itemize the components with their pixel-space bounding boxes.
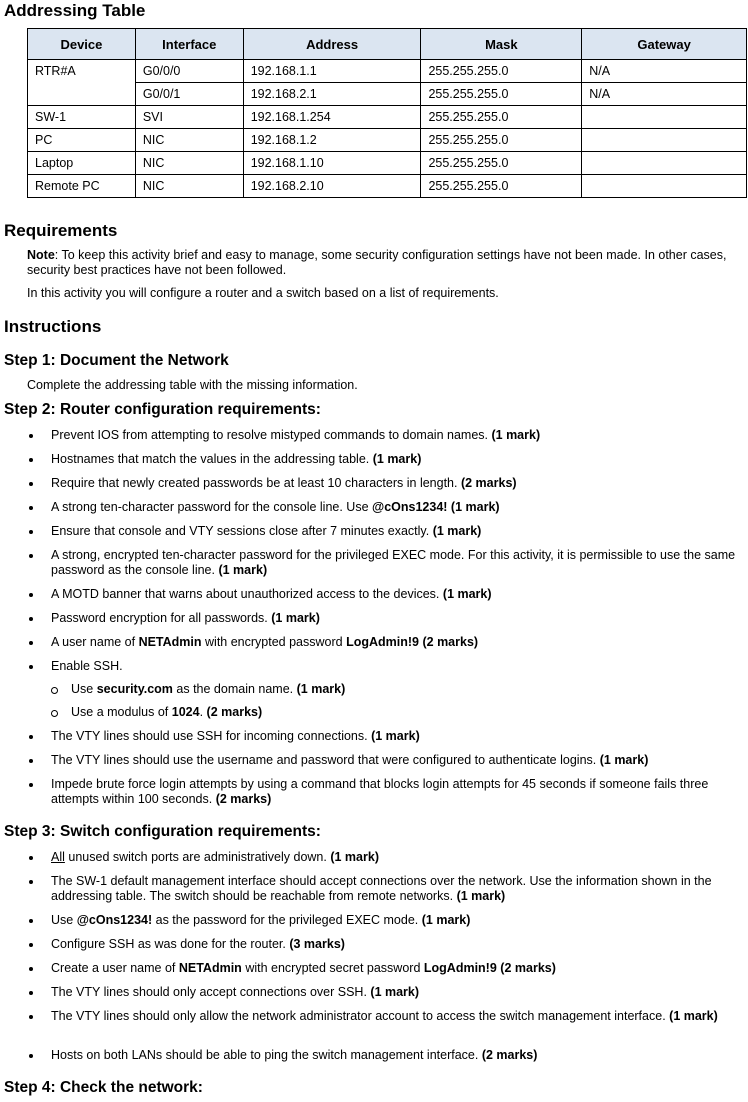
step1-text: Complete the addressing table with the missing information. bbox=[27, 378, 358, 392]
bullet-icon bbox=[29, 850, 37, 865]
addressing-table-heading: Addressing Table bbox=[4, 1, 146, 20]
col-header-gateway: Gateway bbox=[582, 29, 747, 60]
table-row bbox=[28, 152, 747, 175]
note-text: : To keep this activity brief and easy to manage, some security configuration settings have not been made. In other cases, security best practices have not been followed. bbox=[27, 248, 727, 277]
table-cell: G0/0/1 bbox=[135, 83, 243, 106]
bullet-icon bbox=[29, 937, 37, 952]
table-cell: NIC bbox=[135, 129, 243, 152]
circle-bullet-icon bbox=[51, 710, 58, 717]
table-cell bbox=[582, 106, 747, 129]
table-cell: 192.168.1.2 bbox=[243, 129, 421, 152]
note-label: Note bbox=[27, 248, 55, 262]
step1-heading: Step 1: Document the Network bbox=[4, 352, 229, 369]
requirements-intro: In this activity you will configure a router and a switch based on a list of requirements. bbox=[27, 286, 499, 300]
table-cell bbox=[582, 152, 747, 175]
table-cell bbox=[28, 83, 136, 106]
col-header-interface: Interface bbox=[135, 29, 243, 60]
bullet-icon bbox=[29, 1048, 37, 1063]
table-cell: SVI bbox=[135, 106, 243, 129]
step2-heading: Step 2: Router configuration requirements: bbox=[4, 401, 321, 418]
bullet-icon bbox=[29, 428, 37, 443]
table-row bbox=[28, 129, 747, 152]
bullet-icon bbox=[29, 985, 37, 1000]
bullet-icon bbox=[29, 753, 37, 768]
table-cell: 192.168.1.254 bbox=[243, 106, 421, 129]
table-cell: G0/0/0 bbox=[135, 60, 243, 83]
table-cell: 192.168.2.1 bbox=[243, 83, 421, 106]
bullet-icon bbox=[29, 500, 37, 515]
step4-heading: Step 4: Check the network: bbox=[4, 1079, 203, 1096]
table-cell: NIC bbox=[135, 152, 243, 175]
table-cell: 255.255.255.0 bbox=[421, 106, 582, 129]
bullet-icon bbox=[29, 635, 37, 650]
col-header-device: Device bbox=[28, 29, 136, 60]
bullet-icon bbox=[29, 961, 37, 976]
requirements-heading: Requirements bbox=[4, 221, 118, 240]
bullet-icon bbox=[29, 1009, 37, 1024]
step3-heading: Step 3: Switch configuration requirements: bbox=[4, 823, 321, 840]
table-cell: 255.255.255.0 bbox=[421, 152, 582, 175]
instructions-heading: Instructions bbox=[4, 317, 102, 336]
bullet-icon bbox=[29, 452, 37, 467]
bullet-icon bbox=[29, 874, 37, 889]
bullet-icon bbox=[29, 913, 37, 928]
table-cell: PC bbox=[28, 129, 136, 152]
table-cell: NIC bbox=[135, 175, 243, 198]
table-cell: 255.255.255.0 bbox=[421, 175, 582, 198]
bullet-icon bbox=[29, 524, 37, 539]
table-cell: 255.255.255.0 bbox=[421, 60, 582, 83]
table-cell bbox=[582, 129, 747, 152]
col-header-mask: Mask bbox=[421, 29, 582, 60]
table-cell: RTR#A bbox=[28, 60, 136, 83]
col-header-address: Address bbox=[243, 29, 421, 60]
bullet-icon bbox=[29, 729, 37, 744]
table-cell: N/A bbox=[582, 60, 747, 83]
table-header-row bbox=[28, 29, 747, 60]
table-row bbox=[28, 83, 747, 106]
table-cell: 255.255.255.0 bbox=[421, 83, 582, 106]
table-cell: 192.168.2.10 bbox=[243, 175, 421, 198]
bullet-icon bbox=[29, 587, 37, 602]
bullet-icon bbox=[29, 611, 37, 626]
table-cell: 255.255.255.0 bbox=[421, 129, 582, 152]
note-paragraph bbox=[27, 248, 739, 278]
table-cell: 192.168.1.1 bbox=[243, 60, 421, 83]
table-cell: Laptop bbox=[28, 152, 136, 175]
bullet-icon bbox=[29, 548, 37, 563]
table-cell: 192.168.1.10 bbox=[243, 152, 421, 175]
table-cell: N/A bbox=[582, 83, 747, 106]
table-cell bbox=[582, 175, 747, 198]
bullet-icon bbox=[29, 659, 37, 674]
table-cell: SW-1 bbox=[28, 106, 136, 129]
table-row bbox=[28, 106, 747, 129]
addressing-table bbox=[27, 28, 747, 198]
table-cell: Remote PC bbox=[28, 175, 136, 198]
bullet-icon bbox=[29, 777, 37, 792]
bullet-icon bbox=[29, 476, 37, 491]
circle-bullet-icon bbox=[51, 687, 58, 694]
table-row bbox=[28, 60, 747, 83]
table-row bbox=[28, 175, 747, 198]
